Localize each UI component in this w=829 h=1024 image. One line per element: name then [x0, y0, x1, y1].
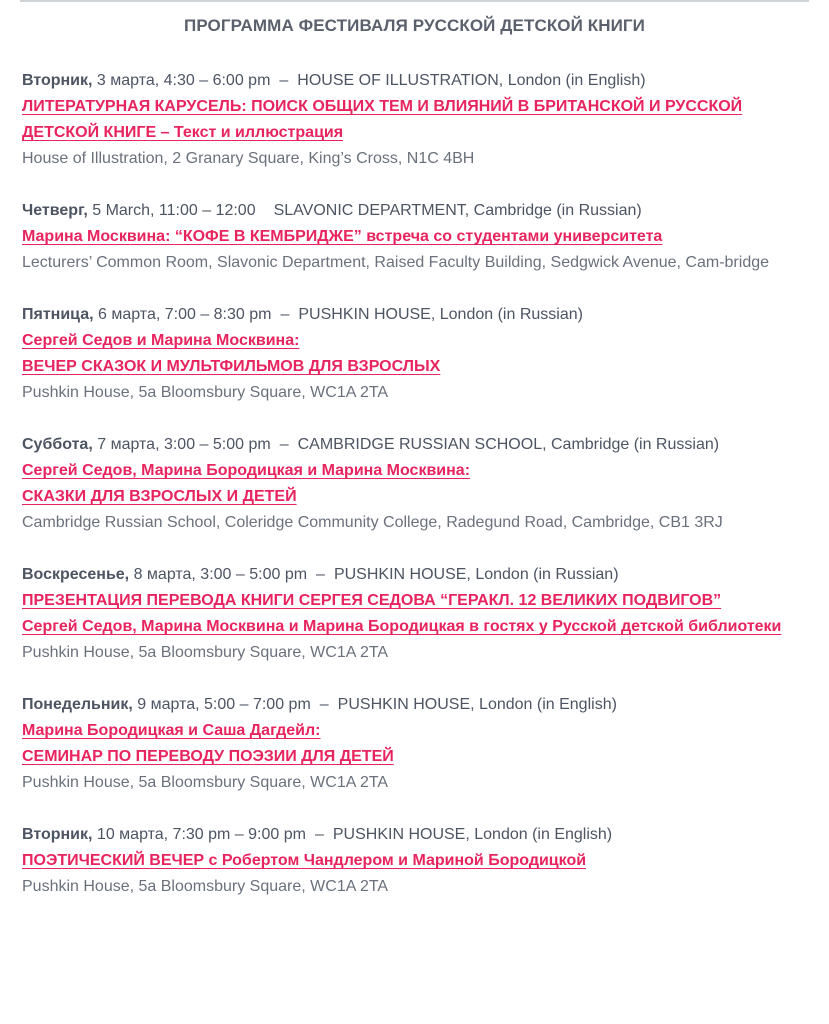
event-item	[22, 198, 811, 276]
event-location: London (in English)	[479, 696, 617, 713]
top-divider	[20, 0, 809, 2]
event-link[interactable]: СЕМИНАР ПО ПЕРЕВОДУ ПОЭЗИИ ДЛЯ ДЕТЕЙ	[22, 748, 394, 765]
event-location: London (in Russian)	[439, 306, 583, 323]
event-location: London (in English)	[507, 72, 646, 89]
event-item	[22, 432, 811, 536]
event-venue: SLAVONIC DEPARTMENT,	[273, 202, 470, 219]
event-address: Pushkin House, 5a Bloomsbury Square, WC1A 2TA	[22, 384, 389, 401]
event-separator: –	[279, 436, 289, 453]
event-separator: –	[280, 306, 290, 323]
event-header	[22, 302, 811, 328]
event-day: Понедельник,	[22, 696, 133, 713]
event-item	[22, 302, 811, 406]
event-header	[22, 432, 811, 458]
event-day: Суббота,	[22, 436, 93, 453]
page-title: ПРОГРАММА ФЕСТИВАЛЯ РУССКОЙ ДЕТСКОЙ КНИГИ	[184, 16, 645, 35]
event-link[interactable]: СКАЗКИ ДЛЯ ВЗРОСЛЫХ И ДЕТЕЙ	[22, 488, 297, 505]
event-header	[22, 198, 811, 224]
event-address: Lecturers’ Common Room, Slavonic Department, Raised Faculty Building, Sedgwick Avenue, Cam-bridge	[22, 254, 770, 271]
event-link[interactable]: Марина Москвина: “КОФЕ В КЕМБРИДЖЕ” встреча со студентами университета	[22, 228, 663, 245]
event-address: Pushkin House, 5a Bloomsbury Square, WC1A 2TA	[22, 878, 389, 895]
event-separator: –	[316, 566, 325, 583]
event-day: Воскресенье,	[22, 566, 130, 583]
event-venue: PUSHKIN HOUSE,	[337, 696, 475, 713]
event-datetime: 7 марта, 3:00 – 5:00 pm	[97, 436, 271, 453]
event-item	[22, 692, 811, 796]
event-header	[22, 562, 811, 588]
event-day: Вторник,	[22, 72, 93, 89]
event-link[interactable]: ЛИТЕРАТУРНАЯ КАРУСЕЛЬ: ПОИСК ОБЩИХ ТЕМ И ВЛИЯНИЙ В БРИТАНСКОЙ И РУССКОЙ ДЕТСКОЙ КНИГЕ – Текст и иллюстрация	[22, 98, 743, 141]
event-link[interactable]: Марина Бородицкая и Саша Дагдейл:	[22, 722, 321, 739]
event-header	[22, 692, 811, 718]
event-link[interactable]: Сергей Седов, Марина Москвина и Марина Бородицкая в гостях у Русской детской библиотеки	[22, 618, 782, 635]
event-venue: HOUSE OF ILLUSTRATION,	[297, 72, 504, 89]
event-location: London (in Russian)	[475, 566, 619, 583]
event-location: London (in English)	[474, 826, 613, 843]
event-link[interactable]: ВЕЧЕР СКАЗОК И МУЛЬТФИЛЬМОВ ДЛЯ ВЗРОСЛЫХ	[22, 358, 441, 375]
event-address: Pushkin House, 5a Bloomsbury Square, WC1A 2TA	[22, 774, 389, 791]
event-link[interactable]: Сергей Седов, Марина Бородицкая и Марина Москвина:	[22, 462, 471, 479]
event-venue: PUSHKIN HOUSE,	[332, 826, 470, 843]
event-separator: –	[319, 696, 329, 713]
event-separator: –	[279, 72, 289, 89]
event-address: House of Illustration, 2 Granary Square, King’s Cross, N1C 4BH	[22, 150, 475, 167]
event-venue: CAMBRIDGE RUSSIAN SCHOOL,	[297, 436, 547, 453]
event-link[interactable]: Сергей Седов и Марина Москвина:	[22, 332, 300, 349]
event-datetime: 9 марта, 5:00 – 7:00 pm	[137, 696, 311, 713]
event-separator: –	[314, 826, 324, 843]
event-venue: PUSHKIN HOUSE,	[333, 566, 471, 583]
event-day: Пятница,	[22, 306, 94, 323]
event-location: Cambridge (in Russian)	[551, 436, 720, 453]
event-datetime: 5 March, 11:00 – 12:00	[92, 202, 256, 219]
event-header	[22, 68, 811, 94]
event-venue: PUSHKIN HOUSE,	[298, 306, 436, 323]
event-address: Pushkin House, 5a Bloomsbury Square, WC1A 2TA	[22, 644, 389, 661]
event-datetime: 6 марта, 7:00 – 8:30 pm	[98, 306, 272, 323]
event-item	[22, 822, 811, 900]
event-item	[22, 562, 811, 666]
event-link[interactable]: ПОЭТИЧЕСКИЙ ВЕЧЕР с Робертом Чандлером и Мариной Бородицкой	[22, 852, 587, 869]
event-item	[22, 68, 811, 172]
event-day: Четверг,	[22, 202, 88, 219]
event-list	[22, 68, 811, 926]
event-datetime: 8 марта, 3:00 – 5:00 pm	[133, 566, 308, 583]
event-location: Cambridge (in Russian)	[473, 202, 642, 219]
event-address: Cambridge Russian School, Coleridge Community College, Radegund Road, Cambridge, CB1 3RJ	[22, 514, 723, 531]
event-datetime: 3 марта, 4:30 – 6:00 pm	[96, 72, 271, 89]
event-header	[22, 822, 811, 848]
event-link[interactable]: ПРЕЗЕНТАЦИЯ ПЕРЕВОДА КНИГИ СЕРГЕЯ СЕДОВА “ГЕРАКЛ. 12 ВЕЛИКИХ ПОДВИГОВ”	[22, 592, 722, 609]
event-datetime: 10 марта, 7:30 pm – 9:00 pm	[96, 826, 306, 843]
event-day: Вторник,	[22, 826, 93, 843]
